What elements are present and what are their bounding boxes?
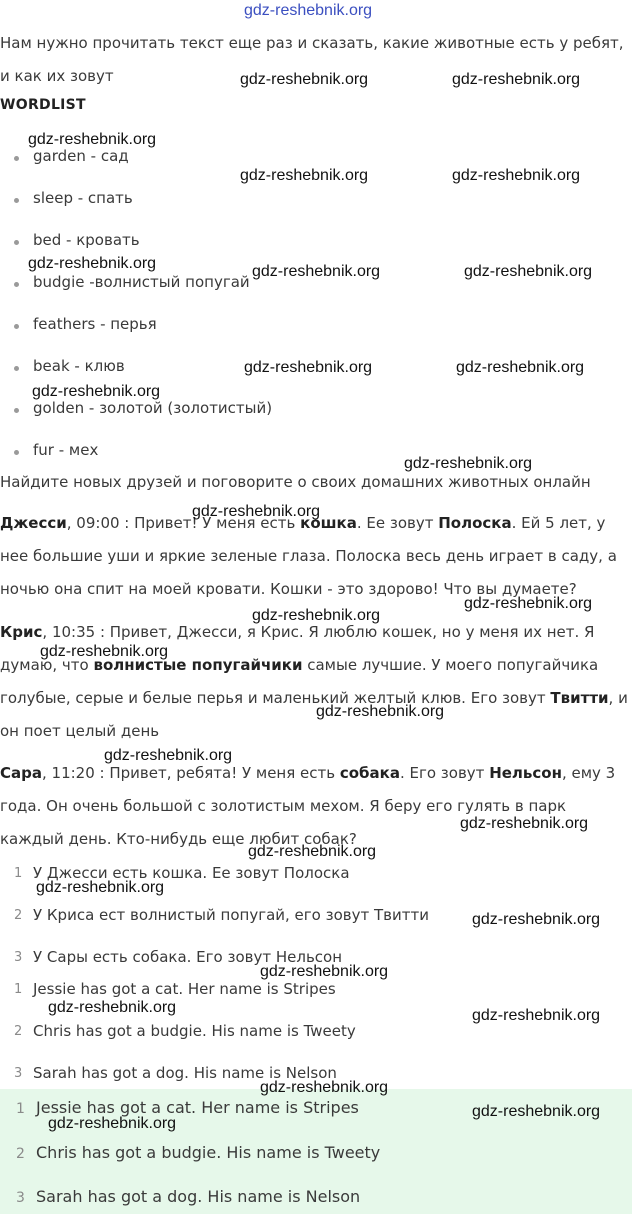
watermark: gdz-reshebnik.org bbox=[472, 1103, 601, 1120]
watermark: gdz-reshebnik.org bbox=[260, 1079, 389, 1096]
highlighted-answer-box: 1 Jessie has got a cat. Her name is Stripes 2 Chris has got a budgie. His name is Tweety 3 Sarah has got a dog. His name is Nelson bbox=[0, 1089, 632, 1214]
list-item: Sarah has got a dog. His name is Nelson bbox=[36, 1187, 361, 1206]
list-item: Chris has got a budgie. His name is Tweety bbox=[36, 1143, 381, 1162]
watermark: gdz-reshebnik.org bbox=[460, 815, 589, 832]
post-author: Джесси bbox=[0, 514, 67, 532]
post-sarah: Сара, 11:20 : Привет, ребята! У меня есть собака. Его зовут Нельсон, ему 3 года. Он очень большой с золотистым мехом. Я беру его гулять в парк каждый день. Кто-нибудь еще любит собак? bbox=[0, 764, 616, 848]
bullet-icon bbox=[14, 450, 19, 455]
watermark: gdz-reshebnik.org bbox=[48, 999, 177, 1016]
watermark: gdz-reshebnik.org bbox=[464, 263, 593, 280]
post-pet-name: Нельсон bbox=[489, 764, 562, 782]
watermark: gdz-reshebnik.org bbox=[40, 643, 169, 660]
intro-text: Нам нужно прочитать текст еще раз и сказать, какие животные есть у ребят, и как их зовут bbox=[0, 34, 624, 85]
post-pet-name: Полоска bbox=[438, 514, 512, 532]
bullet-icon bbox=[14, 366, 19, 371]
watermark: gdz-reshebnik.org bbox=[316, 703, 445, 720]
bullet-icon bbox=[14, 156, 19, 161]
watermark: gdz-reshebnik.org bbox=[452, 71, 581, 88]
bullet-icon bbox=[14, 324, 19, 329]
list-item: Jessie has got a cat. Her name is Stripes bbox=[33, 980, 336, 998]
post-pet: волнистые попугайчики bbox=[93, 656, 303, 674]
watermark: gdz-reshebnik.org bbox=[48, 1115, 177, 1132]
list-item: У Сары есть собака. Его зовут Нельсон bbox=[33, 948, 343, 966]
watermark: gdz-reshebnik.org bbox=[244, 2, 373, 19]
friends-line: Найдите новых друзей и поговорите о своих домашних животных онлайн bbox=[0, 473, 591, 491]
list-item: У Джесси есть кошка. Ее зовут Полоска bbox=[33, 864, 350, 882]
watermark: gdz-reshebnik.org bbox=[248, 843, 377, 860]
watermark: gdz-reshebnik.org bbox=[452, 167, 581, 184]
watermark: gdz-reshebnik.org bbox=[192, 503, 321, 520]
bullet-icon bbox=[14, 282, 19, 287]
post-author: Сара bbox=[0, 764, 42, 782]
watermark: gdz-reshebnik.org bbox=[252, 607, 381, 624]
bullet-icon bbox=[14, 240, 19, 245]
watermark: gdz-reshebnik.org bbox=[260, 963, 389, 980]
watermark: gdz-reshebnik.org bbox=[240, 167, 369, 184]
bullet-icon bbox=[14, 408, 19, 413]
post-author: Крис bbox=[0, 623, 43, 641]
watermark: gdz-reshebnik.org bbox=[28, 255, 157, 272]
watermark: gdz-reshebnik.org bbox=[472, 911, 601, 928]
list-item: У Криса ест волнистый попугай, его зовут Твитти bbox=[33, 906, 429, 924]
watermark: gdz-reshebnik.org bbox=[32, 383, 161, 400]
post-jessie: Джесси, 09:00 : Привет! У меня есть кошка. Ее зовут Полоска. Ей 5 лет, у нее большие уши и яркие зеленые глаза. Полоска весь день играет в саду, а ночью она спит на моей кровати. Кошки - это здорово! Что вы думаете? bbox=[0, 514, 617, 598]
list-item: Chris has got a budgie. His name is Tweety bbox=[33, 1022, 356, 1040]
post-pet: кошка bbox=[300, 514, 357, 532]
watermark: gdz-reshebnik.org bbox=[464, 595, 593, 612]
watermark: gdz-reshebnik.org bbox=[240, 71, 369, 88]
watermark: gdz-reshebnik.org bbox=[244, 359, 373, 376]
watermark: gdz-reshebnik.org bbox=[104, 747, 233, 764]
watermark: gdz-reshebnik.org bbox=[252, 263, 381, 280]
list-item: Sarah has got a dog. His name is Nelson bbox=[33, 1064, 337, 1082]
list-item: Jessie has got a cat. Her name is Stripes bbox=[36, 1098, 359, 1117]
watermark: gdz-reshebnik.org bbox=[404, 455, 533, 472]
watermark: gdz-reshebnik.org bbox=[472, 1007, 601, 1024]
post-pet-name: Твитти bbox=[550, 689, 609, 707]
wordlist-heading: WORDLIST bbox=[0, 97, 86, 113]
post-pet: собака bbox=[339, 764, 400, 782]
watermark: gdz-reshebnik.org bbox=[456, 359, 585, 376]
watermark: gdz-reshebnik.org bbox=[36, 879, 165, 896]
bullet-icon bbox=[14, 198, 19, 203]
post-chris: Крис, 10:35 : Привет, Джесси, я Крис. Я люблю кошек, но у меня их нет. Я думаю, что волнистые попугайчики самые лучшие. У моего попугайчика голубые, серые и белые перья и маленький желтый клюв. Его зовут Твитти, и он поет целый день bbox=[0, 623, 628, 740]
watermark: gdz-reshebnik.org bbox=[28, 131, 157, 148]
